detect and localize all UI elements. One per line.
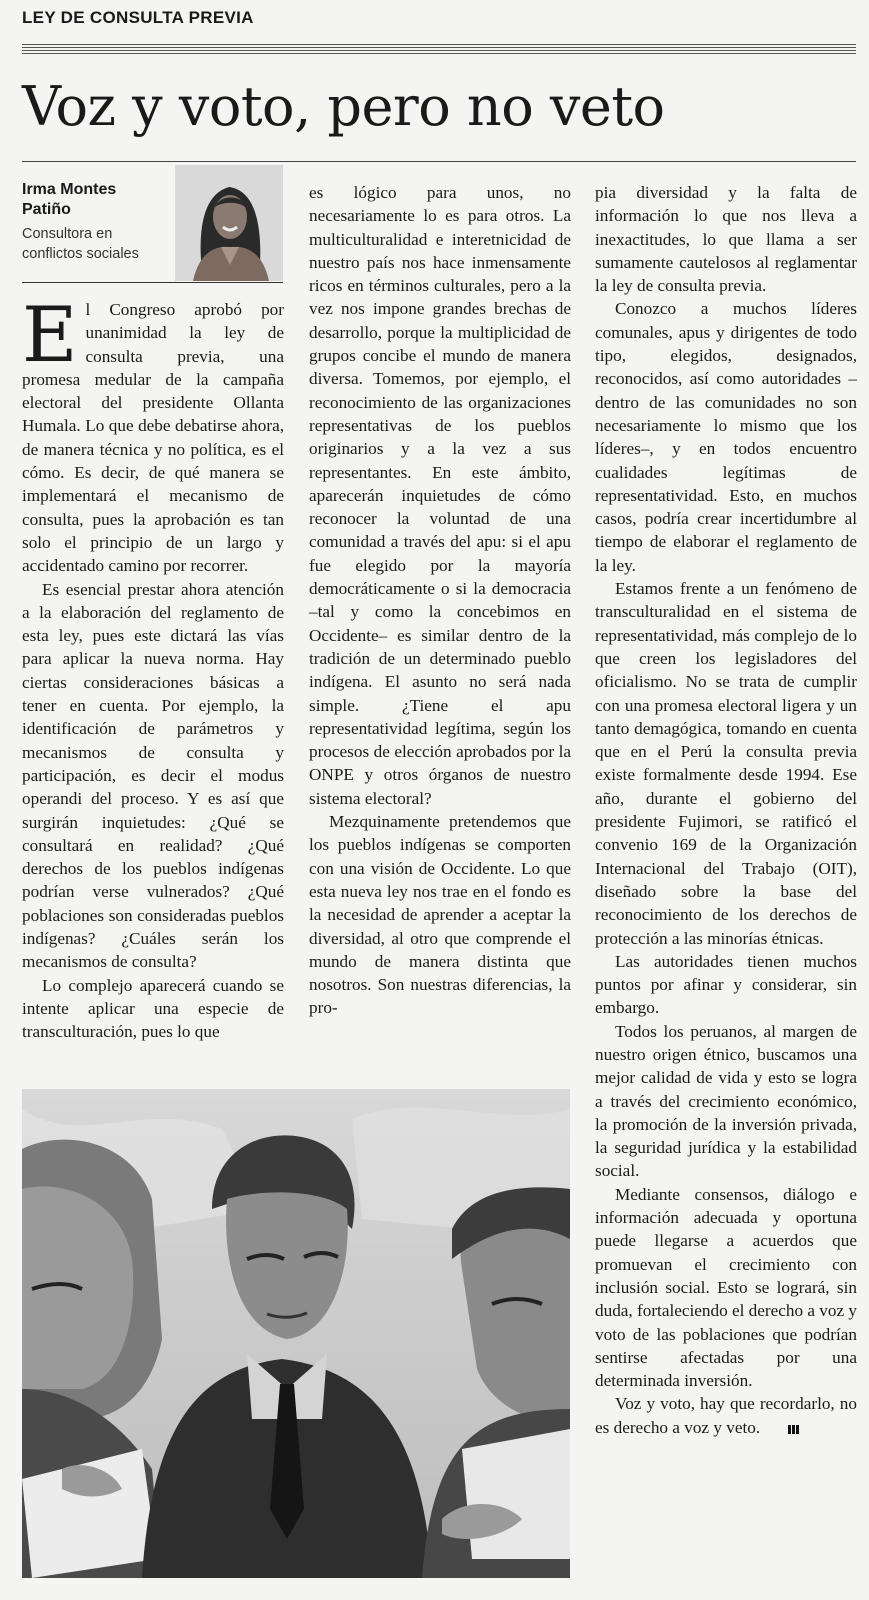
illustration-three-men [22, 1089, 570, 1578]
article-paragraph: Mediante consensos, diálogo e información adecuada y oportuna puede llegarse a acuerdos que promuevan el crecimiento con inclusión social. Esto se logrará, sin duda, fortaleciendo el derecho a voz y voto de las poblaciones que podrían sentirse afectadas por una determinada inversión. [595, 1184, 857, 1391]
byline [22, 180, 162, 264]
article-paragraph [22, 290, 284, 578]
header-rules [22, 44, 856, 56]
closing-text: Voz y voto, hay que recordarlo, no es derecho a voz y veto. [595, 1394, 857, 1437]
article-paragraph: Lo complejo aparecerá cuando se intente aplicar una especie de transculturación, pues lo que [22, 975, 284, 1042]
article-column-3 [595, 181, 857, 1440]
drop-cap: E [22, 290, 78, 379]
author-name: Irma Montes Patiño [22, 181, 117, 218]
headline-divider [22, 161, 856, 162]
article-paragraph: pia diversidad y la falta de información lo que nos lleva a inexactitudes, lo que llama a ser sumamente cautelosos al reglamentar la ley de consulta previa. [595, 183, 857, 296]
article-column-2 [309, 181, 571, 1020]
article-paragraph [595, 1392, 857, 1440]
article-column-1 [22, 290, 284, 1044]
article-paragraph: es lógico para unos, no necesariamente lo es para otros. La multiculturalidad e interetnicidad de nuestro país nos hace inmensamente ricos en términos culturales, pero a la vez nos impone grandes brechas de desarrollo, porque la multiplicidad de grupos concibe el mundo de manera diversa. Tomemos, por ejemplo, el reconocimiento de las organizaciones representativas de los pueblos originarios y a la vez a sus representantes. En este ámbito, aparecerán inquietudes de cómo reconocer la voluntad de una comunidad a través del apu: si el apu fue elegido por la mayoría democráticamente o si la democracia –tal y como la concebimos en Occidente– es similar dentro de la tradición de un determinado pueblo indígena. El asunto no será nada simple. ¿Tiene el apu representatividad legítima, según los procesos de elección aprobados por la ONPE y otros órganos de nuestro sistema electoral? [309, 183, 571, 808]
headline: Voz y voto, pero no veto [22, 75, 665, 138]
byline-divider [22, 282, 283, 283]
author-photo [175, 165, 283, 281]
article-paragraph: Todos los peruanos, al margen de nuestro origen étnico, buscamos una mejor calidad de vida y esto se logra a través del crecimiento económico, la promoción de la inversión privada, la seguridad jurídica y la estabilidad social. [595, 1021, 857, 1181]
author-role: Consultora en conflictos sociales [22, 226, 139, 262]
article-paragraph: Es esencial prestar ahora atención a la elaboración del reglamento de esta ley, pues este dictará las vías para aplicar la nueva norma. Hay ciertas consideraciones básicas a tener en cuenta. Por ejemplo, la identificación de parámetros y mecanismos de consulta y participación, es decir el modus operandi del proceso. Y es así que surgirán inquietudes: ¿Qué se consultará en realidad? ¿Qué derechos de los pueblos indígenas podrían verse vulnerados? ¿Qué poblaciones son consideradas pueblos indígenas? ¿Cuáles serán los mecanismos de consulta? [22, 579, 284, 972]
article-paragraph: Las autoridades tienen muchos puntos por afinar y considerar, sin embargo. [595, 951, 857, 1018]
end-of-article-mark [768, 1417, 800, 1440]
paragraph-text: l Congreso aprobó por unanimidad la ley de consulta previa, una promesa medular de la campaña electoral del presidente Ollanta Humala. Lo que debe debatirse ahora, de manera técnica y no política, es el cómo. Es decir, de qué manera se implementará el mecanismo de consulta, pues la aprobación es tan solo el principio de un largo y accidentado camino por recorrer. [22, 300, 284, 576]
article-paragraph: Conozco a muchos líderes comunales, apus y dirigentes de todo tipo, elegidos, designados, reconocidos, así como autoridades –dentro de las comunidades no son necesariamente lo mismo que los líderes–, y en todos encuentro cualidades legítimas de representatividad. Esto, en muchos casos, podría crear incertidumbre al tiempo de elaborar el reglamento de la ley. [595, 299, 857, 575]
article-paragraph: Estamos frente a un fenómeno de transculturalidad en el sistema de representatividad, más complejo de lo que creen los legisladores del oficialismo. No se trata de cumplir con una promesa electoral ligera y un tanto demagógica, tomando en cuenta que en el Perú la consulta previa existe formalmente desde 1994. Ese año, durante el gobierno del presidente Fujimori, se ratificó el convenio 169 de la Organización Internacional del Trabajo (OIT), diseñado sobre la base del reconocimiento de los derechos de protección a las minorías étnicas. [595, 579, 857, 948]
section-label: LEY DE CONSULTA PREVIA [22, 8, 254, 27]
article-paragraph: Mezquinamente pretendemos que los pueblos indígenas se comporten con una visión de Occidente. Lo que esta nueva ley nos trae en el fondo es la necesidad de aprender a aceptar la diversidad, al otro que comprende el mundo de manera distinta que nosotros. Son nuestras diferencias, la pro- [309, 812, 571, 1018]
